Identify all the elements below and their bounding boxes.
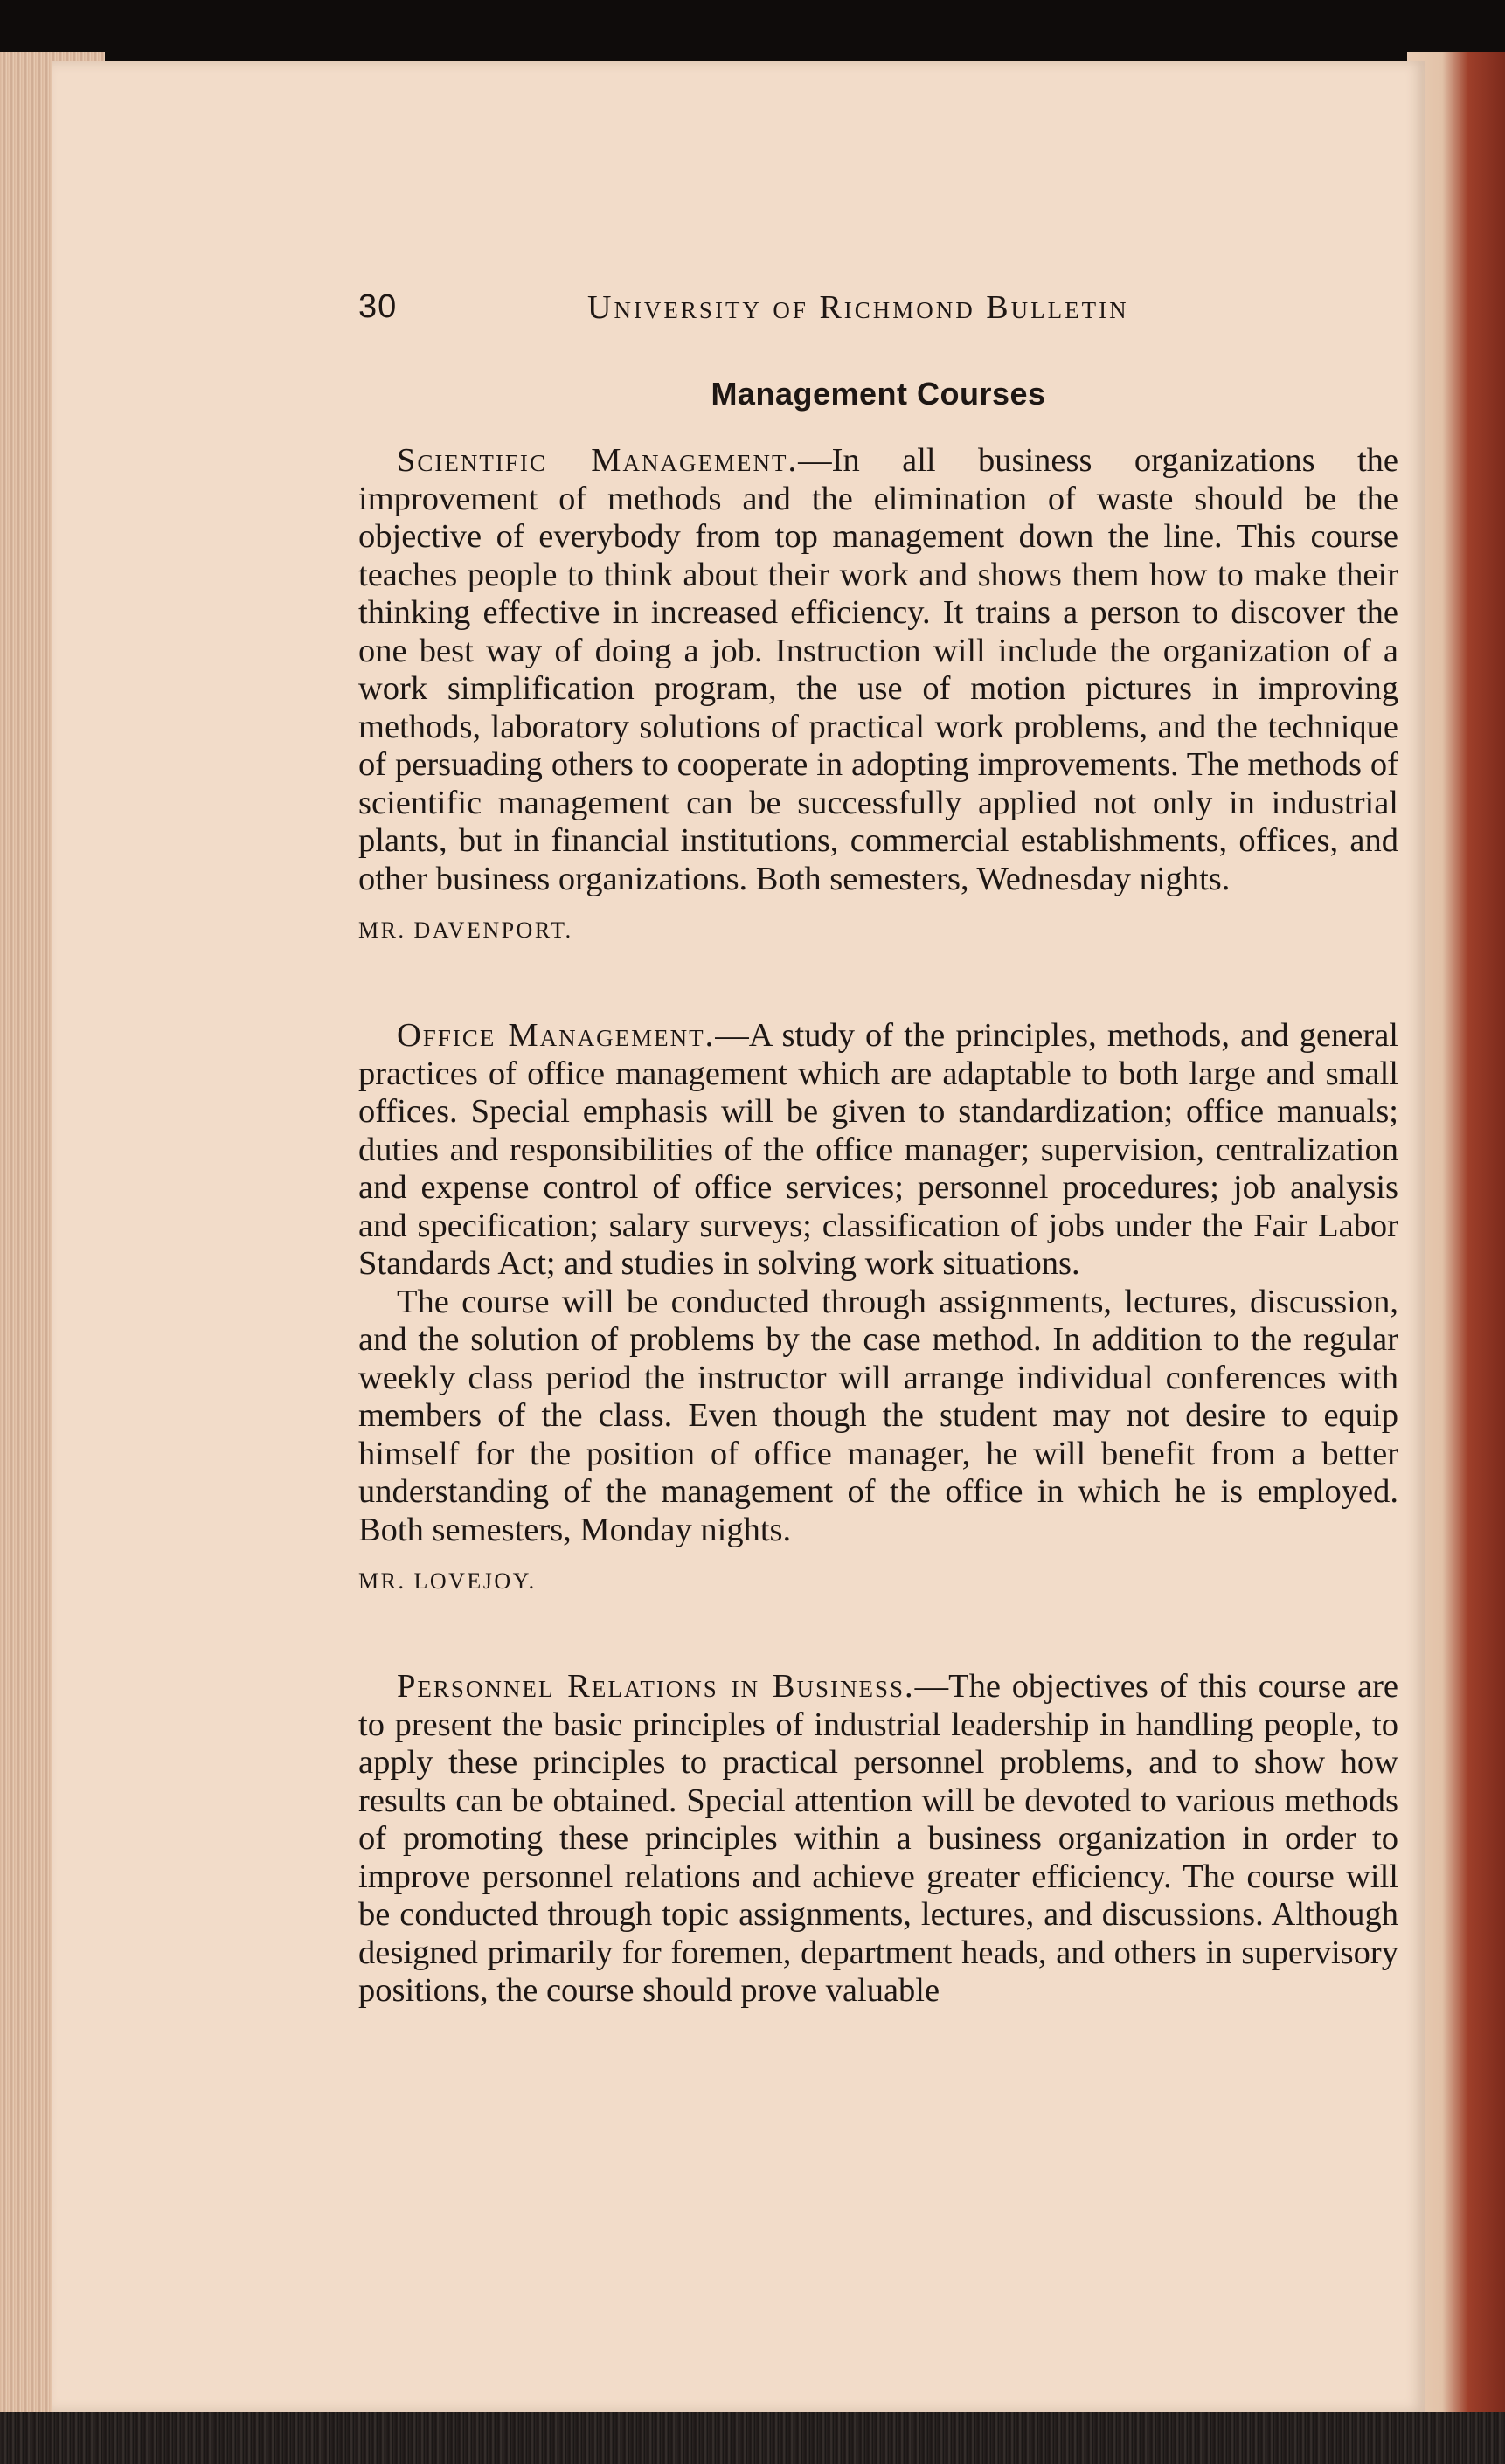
page-number: 30 <box>358 288 398 325</box>
course-entry <box>358 1017 1398 1595</box>
course-description <box>358 1017 1398 1284</box>
course-title: Personnel Relations in Business. <box>397 1668 915 1705</box>
course-description <box>358 442 1398 898</box>
course-entry <box>358 1668 1398 2011</box>
page-content <box>358 280 1398 2011</box>
course-spacer <box>358 1595 1398 1668</box>
course-instructor: MR. LOVEJOY. <box>358 1568 537 1594</box>
course-description-continued: The course will be conducted through assignments, lectures, discussion, and the solution of problems by the case method. In addition to the regular weekly class period the instructor will arrange individual conferences with members of the class. Even though the student may not desire to equip himself for the position of office manager, he will benefit from a better understanding of the management of the office in which he is employed. Both semesters, Monday nights. <box>358 1283 1398 1548</box>
course-description <box>358 1668 1398 2011</box>
course-text: —The objectives of this course are to present the basic principles of industrial leadership in handling people, to apply these principles to practical personnel problems, and to show how results can be obtained. Special attention will be devoted to various methods of promoting these principles within a business organization in order to improve personnel relations and achieve greater efficiency. The course will be conducted through topic assignments, lectures, and discussions. Although designed primarily for foremen, department heads, and others in supervisory positions, the course should prove valuable <box>358 1668 1398 2009</box>
course-instructor: MR. DAVENPORT. <box>358 917 573 943</box>
course-title: Scientific Management. <box>397 442 799 479</box>
course-entry <box>358 442 1398 944</box>
running-head <box>358 280 1398 332</box>
course-text: —A study of the principles, methods, and general practices of office management which are adaptable to both large and small offices. Special emphasis will be given to standardization; office manuals; duties and responsibilities of the office manager; supervision, centralization and expense control of office services; personnel procedures; job analysis and specification; salary surveys; classification of jobs under the Fair Labor Standards Act; and studies in solving work situations. <box>358 1017 1398 1282</box>
section-title: Management Courses <box>711 376 1046 412</box>
bulletin-title: University of Richmond Bulletin <box>587 289 1129 326</box>
course-text: —In all business organizations the improvement of methods and the elimination of waste should be the objective of everybody from top management down the line. This course teaches people to think about their work and shows them how to make their thinking effective in increased efficiency. It trains a person to discover the one best way of doing a job. Instruction will include the organization of a work simplification program, the use of motion pictures in improving methods, laboratory solutions of practical work problems, and the technique of persuading others to cooperate in adopting improvements. The methods of scientific management can be successfully applied not only in industrial plants, but in financial institutions, commercial establishments, offices, and other business organizations. Both semesters, Wednesday nights. <box>358 442 1398 897</box>
book-binding-shadow <box>0 2412 1505 2464</box>
course-title: Office Management. <box>397 1017 716 1054</box>
course-spacer <box>358 944 1398 1017</box>
